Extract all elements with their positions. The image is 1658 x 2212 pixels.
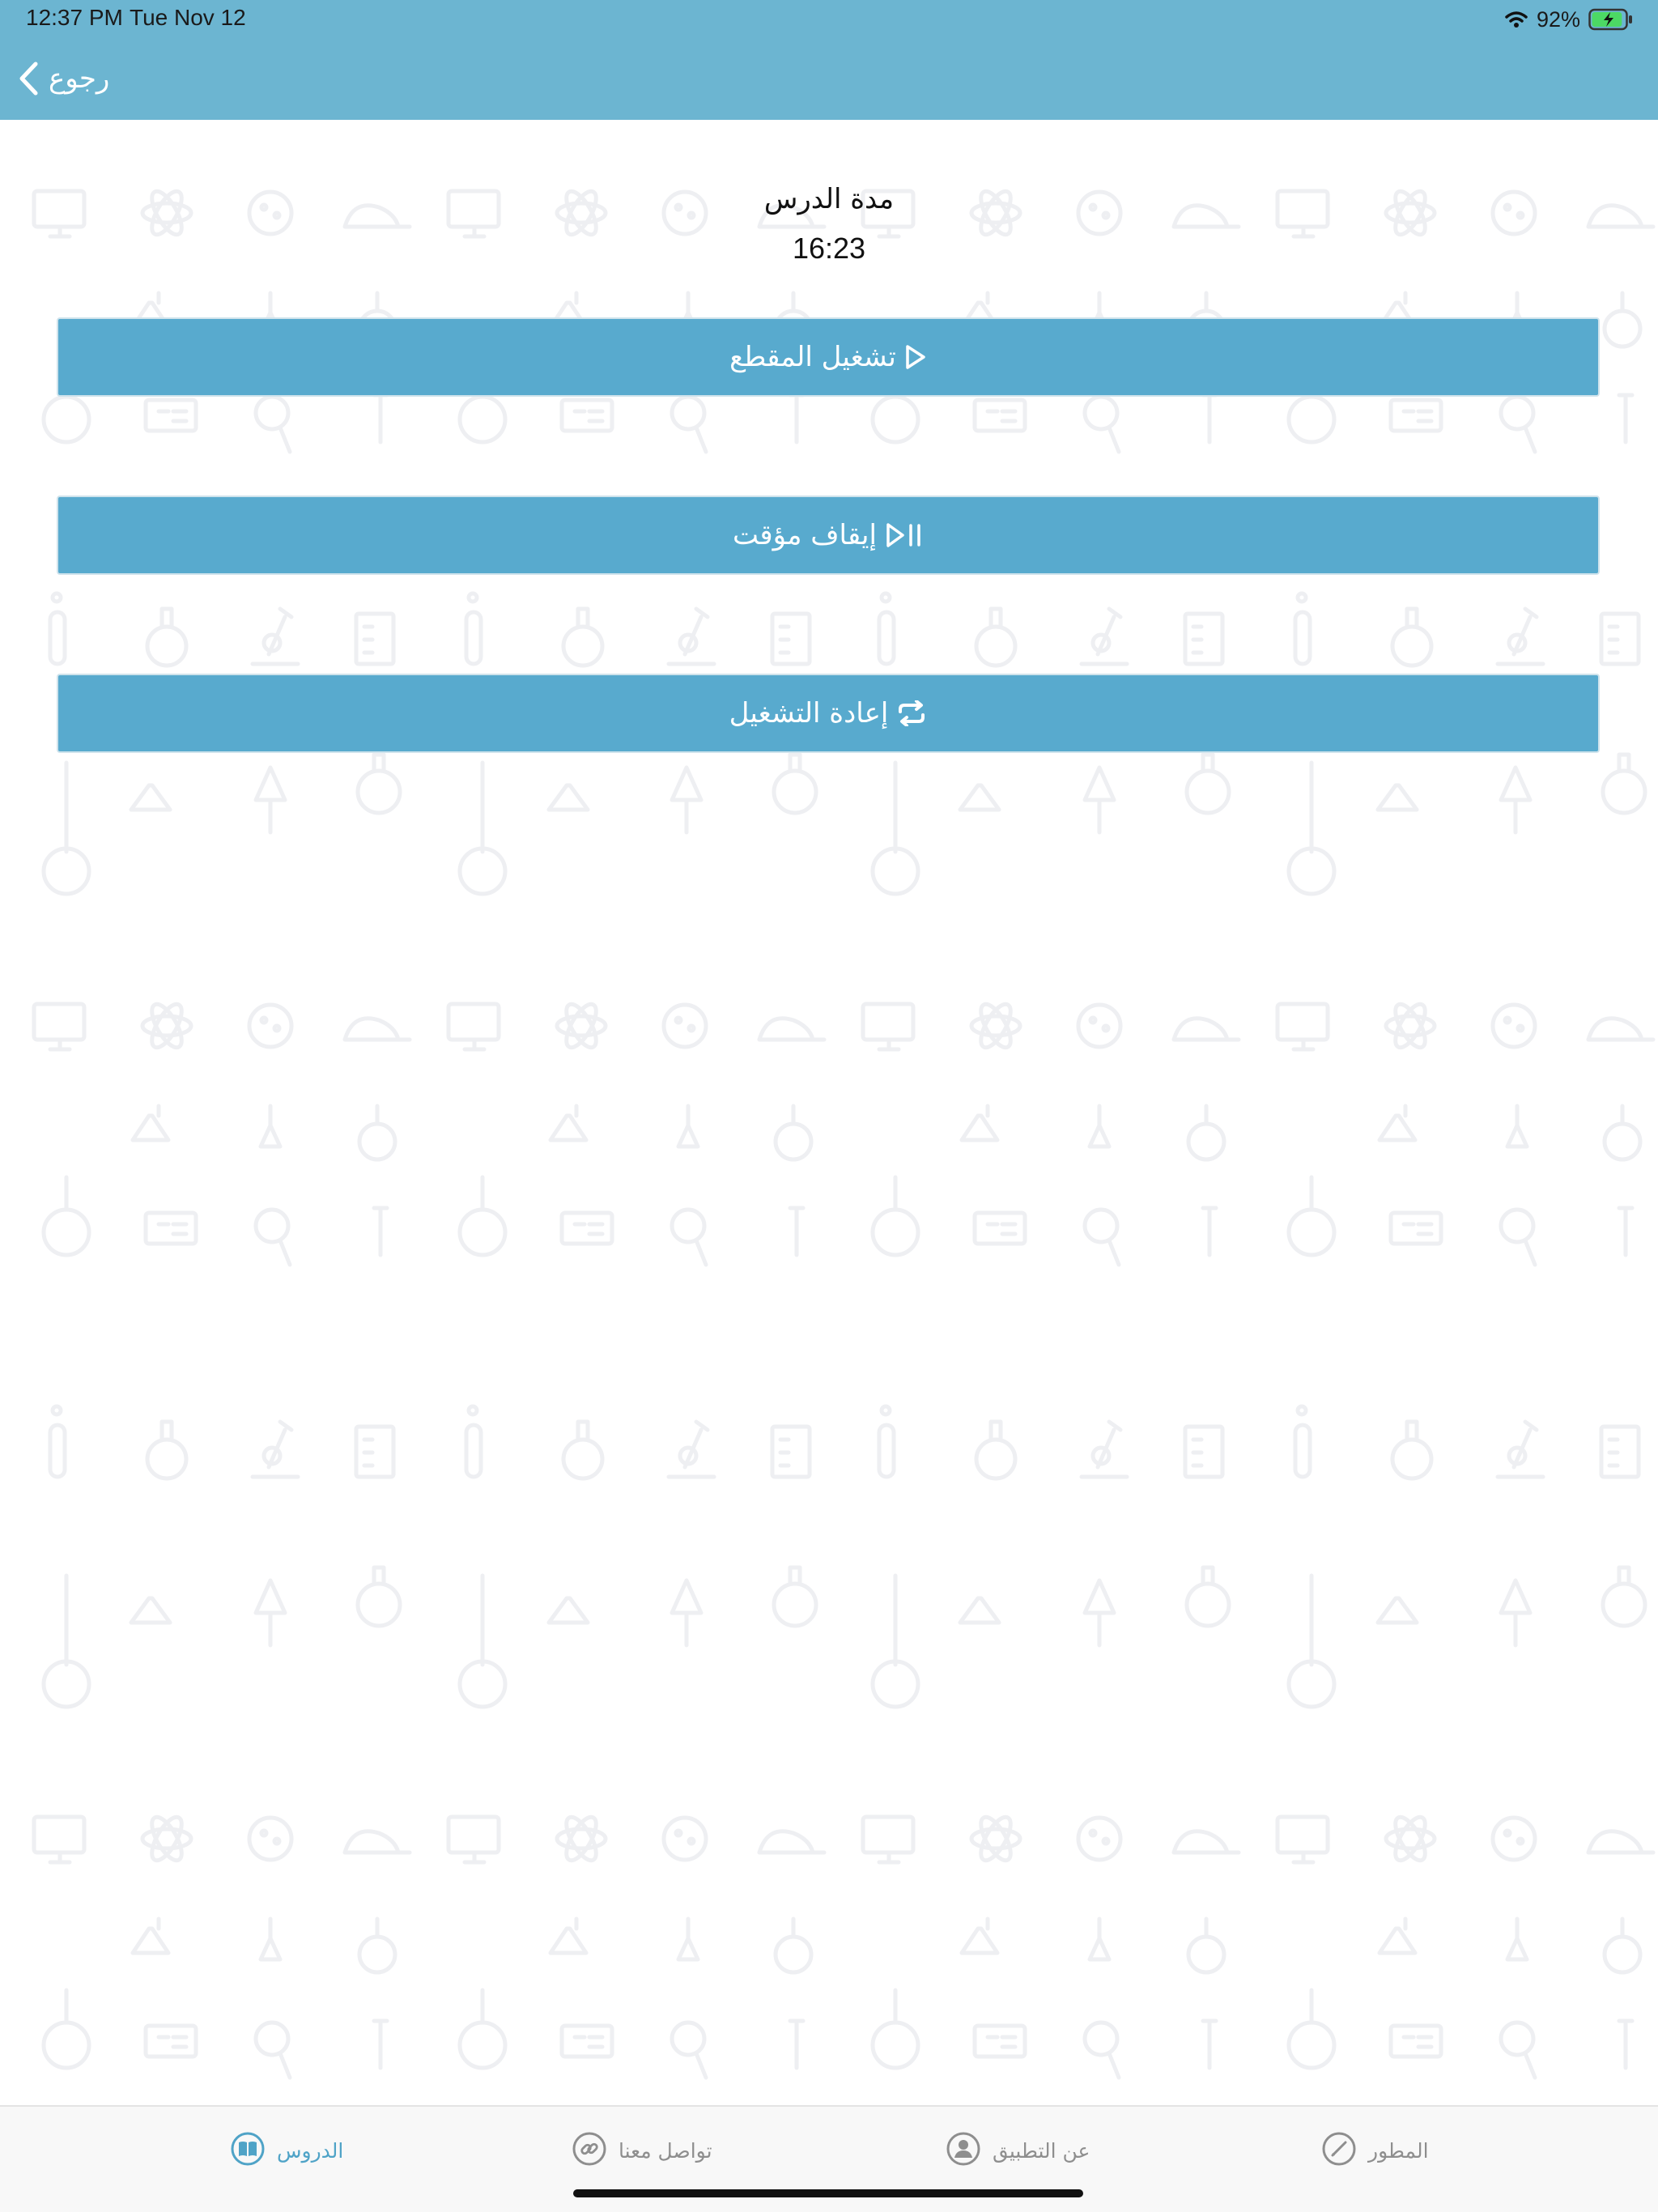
back-label: رجوع	[49, 62, 110, 95]
home-indicator[interactable]	[573, 2189, 1083, 2197]
user-icon	[946, 2131, 981, 2170]
tab-contact-label: تواصل معنا	[619, 2138, 712, 2163]
chevron-left-icon	[18, 61, 39, 96]
play-label: تشغيل المقطع	[729, 341, 896, 373]
tab-about[interactable]	[946, 2129, 1090, 2172]
pause-icon	[885, 522, 924, 548]
book-icon	[230, 2131, 266, 2170]
tab-developer-label: المطور	[1368, 2138, 1429, 2163]
restart-button[interactable]	[57, 674, 1600, 753]
tab-lessons[interactable]	[230, 2129, 343, 2172]
restart-label: إعادة التشغيل	[729, 697, 889, 730]
pencil-icon	[1321, 2131, 1357, 2170]
navigation-bar	[0, 0, 1658, 120]
back-button[interactable]	[18, 58, 109, 99]
pause-label: إيقاف مؤقت	[733, 519, 877, 551]
science-pattern-background	[0, 120, 1658, 2105]
status-indicators	[1504, 3, 1634, 36]
lesson-duration-value: 16:23	[792, 232, 866, 265]
play-clip-button[interactable]	[57, 317, 1600, 397]
link-icon	[572, 2131, 607, 2170]
play-outline-icon	[904, 344, 927, 370]
tab-about-label: عن التطبيق	[993, 2138, 1090, 2163]
battery-percent: 92%	[1536, 6, 1580, 32]
tab-lessons-label: الدروس	[277, 2138, 344, 2163]
status-time: 12:37 PM	[26, 5, 123, 30]
lesson-duration-title: مدة الدرس	[763, 183, 895, 215]
wifi-icon	[1504, 10, 1528, 29]
battery-charging-icon	[1588, 8, 1634, 31]
tab-developer[interactable]	[1321, 2129, 1429, 2172]
status-date: Tue Nov 12	[130, 5, 246, 30]
tab-contact[interactable]	[572, 2129, 712, 2172]
repeat-icon	[896, 700, 927, 726]
pause-button[interactable]	[57, 496, 1600, 575]
